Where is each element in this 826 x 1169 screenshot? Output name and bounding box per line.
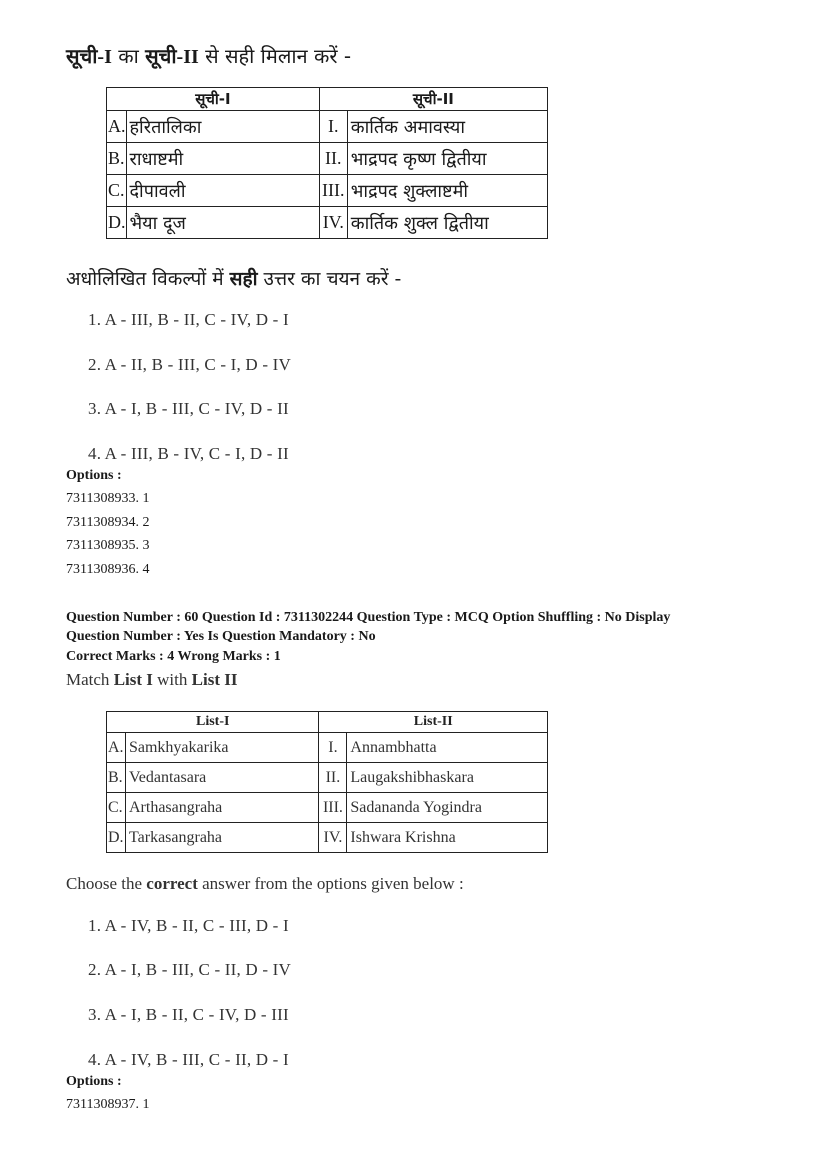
list-2-item: भाद्रपद शुक्लाष्टमी [347, 175, 547, 207]
row-roman: IV. [319, 207, 347, 239]
q1-option-id: 7311308936. 4 [66, 562, 150, 577]
q2-match-table [106, 711, 548, 853]
q2-instruction: Choose the correct answer from the options given below : [66, 874, 464, 893]
row-letter: C. [107, 175, 127, 207]
q1-choice-3: 3. A - I, B - III, C - IV, D - II [88, 399, 289, 418]
row-letter: C. [107, 793, 126, 823]
list-2-item: Annambhatta [347, 733, 548, 763]
table-row [107, 175, 548, 207]
row-roman: III. [319, 793, 347, 823]
row-letter: A. [107, 733, 126, 763]
q2-choice-2: 2. A - I, B - III, C - II, D - IV [88, 960, 292, 979]
q2-choice-4: 4. A - IV, B - III, C - II, D - I [88, 1050, 289, 1069]
row-letter: A. [107, 111, 127, 143]
row-letter: B. [107, 143, 127, 175]
list-2-header: सूची-II [319, 88, 547, 111]
q2-choice-1: 1. A - IV, B - II, C - III, D - I [88, 916, 289, 935]
question-meta-line-2: Question Number : Yes Is Question Mandatory : No [66, 629, 376, 644]
list-2-item: Ishwara Krishna [347, 823, 548, 853]
table-row [107, 823, 548, 853]
q1-choice-2: 2. A - II, B - III, C - I, D - IV [88, 355, 292, 374]
q1-option-id: 7311308933. 1 [66, 491, 150, 506]
row-roman: I. [319, 733, 347, 763]
question-meta-line-1: Question Number : 60 Question Id : 7311302244 Question Type : MCQ Option Shuffling : No Display [66, 610, 671, 625]
q1-option-id: 7311308934. 2 [66, 515, 150, 530]
row-letter: D. [107, 207, 127, 239]
table-row [107, 207, 548, 239]
q1-match-table [106, 87, 548, 239]
q2-option-id: 7311308937. 1 [66, 1097, 150, 1112]
list-1-item: Arthasangraha [125, 793, 318, 823]
q2-options-label: Options : [66, 1074, 122, 1089]
list-2-item: Laugakshibhaskara [347, 763, 548, 793]
table-row [107, 793, 548, 823]
table-row [107, 143, 548, 175]
table-header-row [107, 712, 548, 733]
q1-title: सूची-I का सूची-II से सही मिलान करें - [66, 44, 352, 68]
list-1-header: List-I [107, 712, 319, 733]
q1-choice-4: 4. A - III, B - IV, C - I, D - II [88, 444, 289, 463]
row-roman: II. [319, 763, 347, 793]
list-1-item: Tarkasangraha [125, 823, 318, 853]
table-row [107, 111, 548, 143]
table-header-row [107, 88, 548, 111]
q1-option-id: 7311308935. 3 [66, 538, 150, 553]
list-2-header: List-II [319, 712, 548, 733]
list-1-item: Vedantasara [125, 763, 318, 793]
list-1-item: हरितालिका [126, 111, 319, 143]
row-letter: B. [107, 763, 126, 793]
q2-choice-3: 3. A - I, B - II, C - IV, D - III [88, 1005, 289, 1024]
list-2-item: भाद्रपद कृष्ण द्वितीया [347, 143, 547, 175]
row-roman: I. [319, 111, 347, 143]
row-roman: III. [319, 175, 347, 207]
list-1-item: राधाष्टमी [126, 143, 319, 175]
question-meta-line-3: Correct Marks : 4 Wrong Marks : 1 [66, 649, 281, 664]
list-2-item: कार्तिक अमावस्या [347, 111, 547, 143]
list-1-item: भैया दूज [126, 207, 319, 239]
list-1-header: सूची-I [107, 88, 320, 111]
list-2-item: Sadananda Yogindra [347, 793, 548, 823]
table-row [107, 763, 548, 793]
list-2-item: कार्तिक शुक्ल द्वितीया [347, 207, 547, 239]
table-row [107, 733, 548, 763]
q1-choice-1: 1. A - III, B - II, C - IV, D - I [88, 310, 289, 329]
q1-options-label: Options : [66, 468, 122, 483]
row-roman: II. [319, 143, 347, 175]
list-1-item: Samkhyakarika [125, 733, 318, 763]
q1-instruction: अधोलिखित विकल्पों में सही उत्तर का चयन करें - [66, 268, 402, 290]
list-1-item: दीपावली [126, 175, 319, 207]
q2-title: Match List I with List II [66, 670, 238, 689]
row-roman: IV. [319, 823, 347, 853]
row-letter: D. [107, 823, 126, 853]
